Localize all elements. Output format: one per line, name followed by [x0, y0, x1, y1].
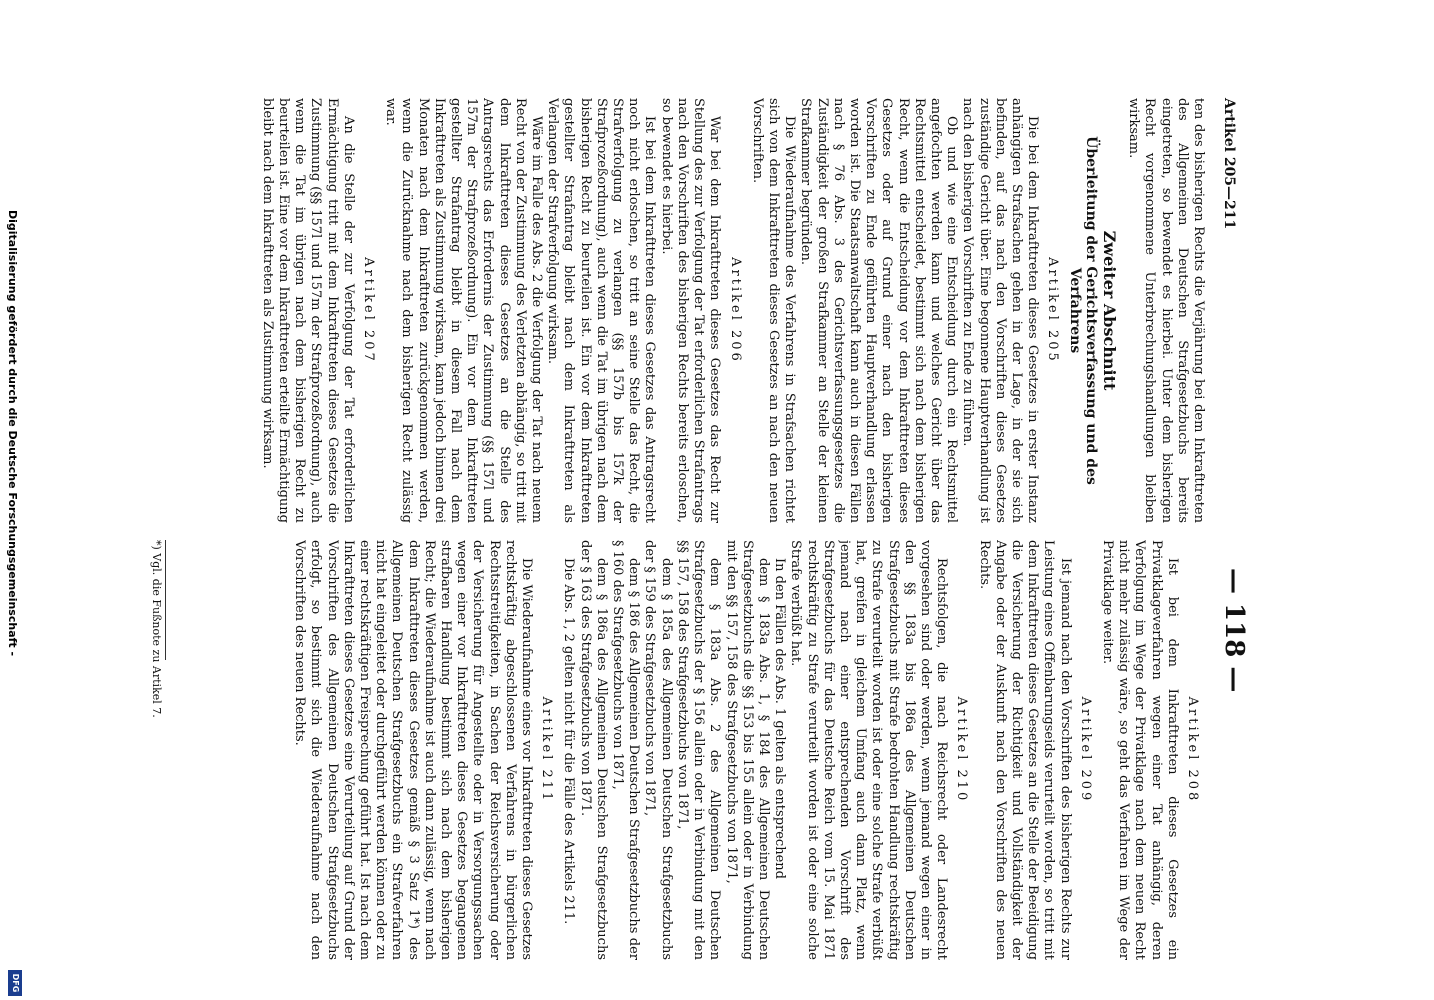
footnote: *) Vgl. die Fußnote zu Artikel 7.: [150, 540, 166, 660]
paragraph: In den Fällen des Abs. 1 gelten als entsprechend: [772, 558, 788, 879]
paragraph: Die Wiederaufnahme eines vor Inkrafttreten dieses Gesetzes rechtskräftig abgeschlossenen Verfahrens in bürgerlichen Rechtsstreitigkeiten, in Sachen der Reichsversicherung oder der Versicherung für Angestellte oder in Versorgungssachen wegen einer vor Inkrafttreten dieses Gesetzes begangenen strafbaren Handlung bestimmt sich nach dem bisherigen Recht; die Wiederaufnahme ist auch dann zulässig, wenn nach dem Inkrafttreten dieses Gesetzes gemäß § 3 Satz 1*) des Allgemeinen Deutschen Strafgesetzbuchs ein Strafverfahren nicht hat eingeleitet oder durchgeführt werden können oder zu einer rechtskräftigen Freisprechung geführt hat. Ist nach dem Inkrafttreten dieses Gesetzes eine Verurteilung auf Grund der Vorschriften des Allgemeinen Deutschen Strafgesetzbuchs erfolgt, so bestimmt sich die Wiederaufnahme nach den Vorschriften des neuen Rechts.: [292, 540, 535, 960]
paragraph: Wäre im Falle des Abs. 2 die Verfolgung der Tat nach neuem Recht von der Zustimmung des Verletzten abhängig, so tritt mit dem Inkrafttreten dieses Gesetzes an die Stelle des Antragsrechts das Erfordernis der Zustimmung (§§ 157l und 157m der Strafprozeßordnung). Ein vor dem Inkrafttreten gestellter Strafantrag bleibt in diesem Fall nach dem Inkrafttreten als Zustimmung wirksam, kann jedoch binnen drei Monaten nach dem Inkrafttreten zurückgenommen werden, wenn die Zurücknahme nach dem bisherigen Recht zulässig war.: [383, 98, 545, 523]
paragraph: Ist bei dem Inkrafttreten dieses Gesetzes das Antragsrecht noch nicht erloschen, so tritt an seine Stelle das Recht, die Strafverfolgung zu verlangen (§§ 157b bis 157k der Strafprozeßordnung), auch wenn die Tat im übrigen nach dem bisherigen Recht zu beurteilen ist. Ein vor dem Inkrafttreten gestellter Strafantrag bleibt nach dem Inkrafttreten als Verlangen der Strafverfolgung wirksam.: [545, 98, 658, 523]
paragraph: Rechtsfolgen, die nach Reichsrecht oder Landesrecht vorgesehen sind oder werden, wenn jemand wegen einer in den §§ 183a bis 186a des Allgemeinen Deutschen Strafgesetzbuchs mit Strafe bedrohten Handlung rechtskräftig zu Strafe verurteilt worden ist oder eine solche Strafe verbüßt hat, greifen in gleichem Umfang auch dann Platz, wenn jemand nach einer entsprechenden Vorschrift des Strafgesetzbuchs für das Deutsche Reich vom 15. Mai 1871 rechtskräftig zu Strafe verurteilt worden ist oder eine solche Strafe verbüßt hat.: [788, 540, 950, 960]
paragraph: Ist bei dem Inkrafttreten dieses Gesetzes ein Privatklageverfahren wegen einer Tat anhängig, deren Verfolgung im Wege der Privatklage nach dem neuen Recht nicht mehr zulässig wäre, so geht das Verfahren im Wege der Privatklage weiter.: [1099, 540, 1180, 960]
left-text-column: [166, 98, 1206, 523]
paragraph: Die Abs. 1, 2 gelten nicht für die Fälle des Artikels 211.: [561, 558, 577, 925]
article-heading: Artikel 208: [1185, 696, 1200, 804]
paragraph: dem § 183a Abs. 2 des Allgemeinen Deutschen Strafgesetzbuchs der § 156 allein oder in Verbindung mit den §§ 157, 158 des Strafgesetzbuchs von 1871,: [674, 540, 723, 960]
running-head-articles: Artikel 205—211: [1221, 98, 1237, 230]
paragraph: Die bei dem Inkrafttreten dieses Gesetzes in erster Instanz anhängigen Strafsachen gehen in der Lage, in der sie sich befinden, auf das nach den Vorschriften dieses Gesetzes zuständige Gericht über. Eine begonnene Hauptverhandlung ist nach den bisherigen Vorschriften zu Ende zu führen.: [960, 98, 1041, 523]
digitization-credit: Digitalisierung gefördert durch die Deutsche Forschungsgemeinschaft -: [6, 210, 19, 657]
page-number: — 118 —: [1219, 568, 1249, 693]
paragraph: Ob und wie eine Entscheidung durch ein Rechtsmittel angefochten werden kann und welches Gericht über das Rechtsmittel entscheidet, bestimmt sich nach dem bisherigen Recht, wenn die Entscheidung vor dem Inkrafttreten dieses Gesetzes oder auf Grund einer nach den bisherigen Vorschriften zu Ende geführten Hauptverhandlung erlassen worden ist. Die Staatsanwaltschaft kann auch in diesen Fällen nach § 76 Abs. 3 des Gerichtsverfassungsgesetzes die Zuständigkeit der großen Strafkammer an Stelle der kleinen Strafkammer begründen.: [798, 98, 960, 523]
article-heading: Artikel 207: [361, 257, 377, 364]
article-heading: Artikel 205: [1045, 257, 1061, 364]
right-text-column: [166, 540, 1206, 960]
paragraph: Ist jemand nach den Vorschriften des bisherigen Rechts zur Leistung eines Offenbarungseids verurteilt worden, so tritt mit dem Inkrafttreten dieses Gesetzes an die Stelle der Beeidigung die Versicherung der Richtigkeit und Vollständigkeit der Angabe oder der Auskunft nach den Vorschriften des neuen Rechts.: [976, 540, 1073, 960]
paragraph: An die Stelle der zur Verfolgung der Tat erforderlichen Ermächtigung tritt mit dem Inkrafttreten dieses Gesetzes die Zustimmung (§§ 157l und 157m der Strafprozeßordnung), auch wenn die Tat im übrigen nach dem bisherigen Recht zu beurteilen ist. Eine vor dem Inkrafttreten erteilte Ermächtigung bleibt nach dem Inkrafttreten als Zustimmung wirksam.: [259, 98, 356, 523]
paragraph: dem § 186 des Allgemeinen Deutschen Strafgesetzbuchs der § 160 des Strafgesetzbuchs von 1871,: [610, 540, 642, 960]
section-title: Überleitung der Gerichtsverfassung und des Verfahrens: [1066, 136, 1099, 485]
paragraph: dem § 186a des Allgemeinen Deutschen Strafgesetzbuchs der § 163 des Strafgesetzbuchs von 1871.: [577, 540, 609, 960]
dfg-logo: DFG: [8, 970, 22, 996]
article-heading: Artikel 206: [727, 257, 743, 364]
article-heading: Artikel 209: [1077, 696, 1093, 804]
paragraph: dem § 183a Abs. 1, § 184 des Allgemeinen Deutschen Strafgesetzbuchs die §§ 153 bis 155 allein oder in Verbindung mit den §§ 157, 158 des Strafgesetzbuchs von 1871,: [723, 540, 771, 960]
paragraph: Die Wiederaufnahme des Verfahrens in Strafsachen richtet sich von dem Inkrafttreten dieses Gesetzes an nach den neuen Vorschriften.: [749, 98, 798, 523]
section-heading: Zweiter Abschnitt: [1099, 230, 1119, 391]
article-heading: Artikel 210: [954, 696, 970, 804]
paragraph: ten des bisherigen Rechts die Verjährung bei dem Inkrafttreten des Allgemeinen Deutschen Strafgesetzbuchs bereits eingetreten, so bewendet es hierbei. Unter dem bisherigen Recht vorgenommene Unterbrechungshandlungen bleiben wirksam.: [1126, 98, 1206, 523]
paragraph: War bei dem Inkrafttreten dieses Gesetzes das Recht zur Stellung des zur Verfolgung der Tat erforderlichen Strafantrags nach den Vorschriften des bisherigen Rechts bereits erloschen, so bewendet es hierbei.: [658, 98, 723, 523]
paragraph: dem § 185a des Allgemeinen Deutschen Strafgesetzbuchs der § 159 des Strafgesetzbuchs von 1871,: [642, 540, 674, 960]
article-heading: Artikel 211: [539, 696, 555, 804]
